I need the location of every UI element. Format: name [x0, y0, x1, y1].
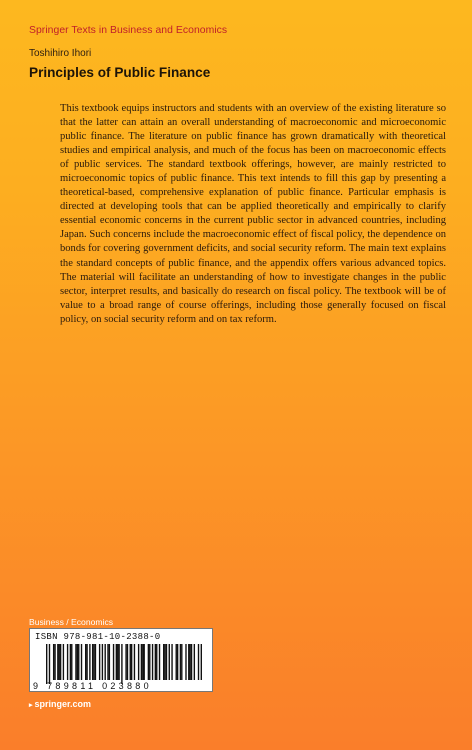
barcode-bar — [188, 644, 189, 680]
book-title: Principles of Public Finance — [29, 65, 211, 80]
barcode-bar — [141, 644, 142, 680]
barcode-bar — [117, 644, 118, 680]
barcode-bar — [95, 644, 96, 680]
barcode-bar — [171, 644, 172, 680]
barcode-bar — [169, 644, 170, 680]
barcode-bar — [144, 644, 145, 680]
barcode-bar — [107, 644, 108, 680]
barcode-bar — [78, 644, 79, 680]
isbn-label: ISBN 978-981-10-2388-0 — [35, 632, 161, 642]
barcode-bar — [176, 644, 177, 680]
barcode-bar — [67, 644, 68, 680]
barcode — [46, 644, 202, 684]
barcode-bar — [125, 644, 126, 680]
barcode-bar — [152, 644, 153, 680]
barcode-bar — [71, 644, 72, 680]
barcode-bar — [70, 644, 71, 680]
barcode-bar — [85, 644, 86, 680]
barcode-bar — [49, 644, 50, 684]
barcode-bar — [181, 644, 182, 680]
barcode-bar — [54, 644, 55, 680]
barcode-bar — [166, 644, 167, 680]
barcode-bar — [127, 644, 128, 680]
barcode-bar — [142, 644, 143, 680]
barcode-bar — [75, 644, 76, 680]
barcode-bar — [102, 644, 103, 680]
barcode-bar — [89, 644, 90, 680]
barcode-bar — [63, 644, 64, 680]
barcode-digits: 9 789811 023880 — [33, 681, 152, 691]
barcode-bar — [77, 644, 78, 680]
barcode-bar — [57, 644, 58, 680]
barcode-bar — [201, 644, 202, 680]
barcode-bar — [138, 644, 139, 680]
barcode-bar — [131, 644, 132, 680]
barcode-bar — [134, 644, 135, 680]
barcode-bar — [149, 644, 150, 680]
barcode-bar — [116, 644, 117, 680]
subject-category: Business / Economics — [29, 617, 114, 627]
barcode-bar — [163, 644, 164, 680]
right-arrow-icon: ▸ — [29, 702, 33, 709]
barcode-bar — [159, 644, 160, 680]
publisher-website — [29, 699, 91, 709]
barcode-bar — [194, 644, 195, 680]
barcode-bar — [130, 644, 131, 680]
series-name: Springer Texts in Business and Economics — [29, 25, 228, 36]
barcode-bar — [46, 644, 47, 684]
barcode-bar — [92, 644, 93, 680]
barcode-bar — [59, 644, 60, 680]
barcode-bar — [198, 644, 199, 680]
barcode-box — [29, 628, 213, 692]
barcode-bar — [121, 644, 122, 684]
barcode-bar — [191, 644, 192, 680]
barcode-bar — [155, 644, 156, 680]
book-description: This textbook equips instructors and students with an overview of the existing literature so that the latter can attain an overall understanding of macroeconomic and microeconomic public finance. The literature on public finance has grown dramatically with theoretical studies and empirical analysis, and much of the focus has been on macroeconomic effects of public services. The standard textbook offerings, however, are mainly restricted to microeconomic topics of public finance. This text intends to fill this gap by presenting a theoretical-based, comprehensive explanation of public finance. Particular emphasis is directed at developing tools that can be applied theoretically and empirically to clarify essential economic concerns in the current public sector in advanced countries, including Japan. Such concerns include the macroeconomic effect of fiscal policy, the dependence on bonds for covering government deficits, and social security reform. The main text explains the standard concepts of public finance, and the appendix offers various advanced topics. The material will facilitate an understanding of how to investigate changes in the public sector, interpret results, and basically do research on fiscal policy. The textbook will be of value to a broad range of course offerings, including those generally focused on fiscal policy, on social security reform and on tax reform. — [60, 103, 446, 325]
barcode-bar — [105, 644, 106, 680]
barcode-bar — [118, 644, 119, 680]
barcode-bar — [164, 644, 165, 680]
barcode-bar — [148, 644, 149, 680]
barcode-bar — [60, 644, 61, 680]
barcode-bar — [81, 644, 82, 680]
barcode-bar — [156, 644, 157, 680]
author-name: Toshihiro Ihori — [29, 48, 92, 59]
barcode-bar — [109, 644, 110, 680]
barcode-bar — [177, 644, 178, 680]
barcode-bar — [86, 644, 87, 680]
barcode-bar — [53, 644, 54, 680]
barcode-bar — [180, 644, 181, 680]
barcode-bar — [185, 644, 186, 680]
barcode-bar — [99, 644, 100, 680]
website-label: springer.com — [34, 699, 92, 709]
barcode-bar — [113, 644, 114, 680]
barcode-bar — [189, 644, 190, 680]
barcode-bar — [93, 644, 94, 680]
